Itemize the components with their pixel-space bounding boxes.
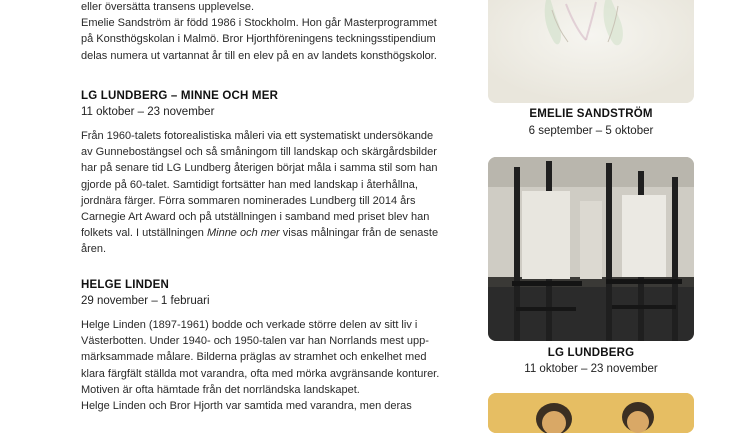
linden-line: Helge Linden och Bror Hjorth var samtida med varandra, men deras <box>81 400 412 413</box>
linden-line: märksammade målare. Bilderna präglas av stramhet och enkelhet med <box>81 351 427 364</box>
emelie-sandstrom-artwork <box>488 0 694 103</box>
lundberg-line: åren. <box>81 243 107 256</box>
linden-line: Västerbotten. Under 1940- och 1950-talen var han Norrlands mest upp- <box>81 335 429 348</box>
lundberg-line: har på senare tid LG Lundberg återigen börjat måla i samma stil som han <box>81 162 438 175</box>
helge-linden-painting <box>488 393 694 433</box>
card-title-emelie: EMELIE SANDSTRÖM <box>529 108 653 120</box>
intro-line: på Konsthögskolan i Malmö. Bror Hjorthföreningens teckningsstipendium <box>81 33 436 46</box>
lundberg-paragraph <box>81 128 438 258</box>
linden-line: klara färgfält ställda mot varandra, ofta med mörka avgränsande konturer. <box>81 367 440 380</box>
intro-line: delas numera ut vartannat år till en elev på en av landets konsthögskolor. <box>81 49 437 62</box>
lg-lundberg-photo <box>488 157 694 341</box>
lundberg-line: Carnegie Art Award och på utställningen i samband med priset blev han <box>81 211 430 224</box>
lundberg-line-start: folkets val. I utställningen <box>81 227 204 240</box>
lundberg-dates: 11 oktober – 23 november <box>81 106 215 118</box>
drawing-image <box>488 0 694 103</box>
intro-line: eller översätta transens upplevelse. <box>81 1 255 13</box>
linden-line: Helge Linden (1897-1961) bodde och verkade större delen av sitt liv i <box>81 319 418 331</box>
card-dates-lundberg: 11 oktober – 23 november <box>524 363 658 375</box>
lundberg-line: jordnära färger. Förra sommaren nominerades Lundberg till 2014 års <box>81 194 416 207</box>
linden-paragraph <box>81 317 439 414</box>
intro-line: Emelie Sandström är född 1986 i Stockholm. Hon går Masterprogrammet <box>81 17 437 30</box>
painting-image <box>488 393 694 433</box>
intro-paragraph <box>81 0 437 64</box>
lundberg-line: Från 1960-talets fotorealistiska måleri via ett systematiskt undersökande <box>81 130 434 142</box>
linden-line: Motiven är ofta hämtade från det norrländska landskapet. <box>81 383 360 396</box>
lundberg-line: av Gunnebostängsel och så småningom till landskap och skärgårdsbilder <box>81 146 437 159</box>
card-title-lundberg: LG LUNDBERG <box>547 347 635 359</box>
lundberg-line: gjorde på 60-talet. Samtidigt fortsätter han med landskap i återhållna, <box>81 178 418 191</box>
linden-dates: 29 november – 1 februari <box>81 295 210 307</box>
studio-image <box>488 157 694 341</box>
linden-section-title: HELGE LINDEN <box>81 279 170 291</box>
lundberg-exhibition-name: Minne och mer <box>206 227 280 240</box>
card-dates-emelie: 6 september – 5 oktober <box>528 125 654 137</box>
lundberg-line-end: visas målningar från de senaste <box>279 227 439 240</box>
lundberg-line <box>81 225 438 241</box>
lundberg-section-title: LG LUNDBERG – MINNE OCH MER <box>81 90 279 102</box>
